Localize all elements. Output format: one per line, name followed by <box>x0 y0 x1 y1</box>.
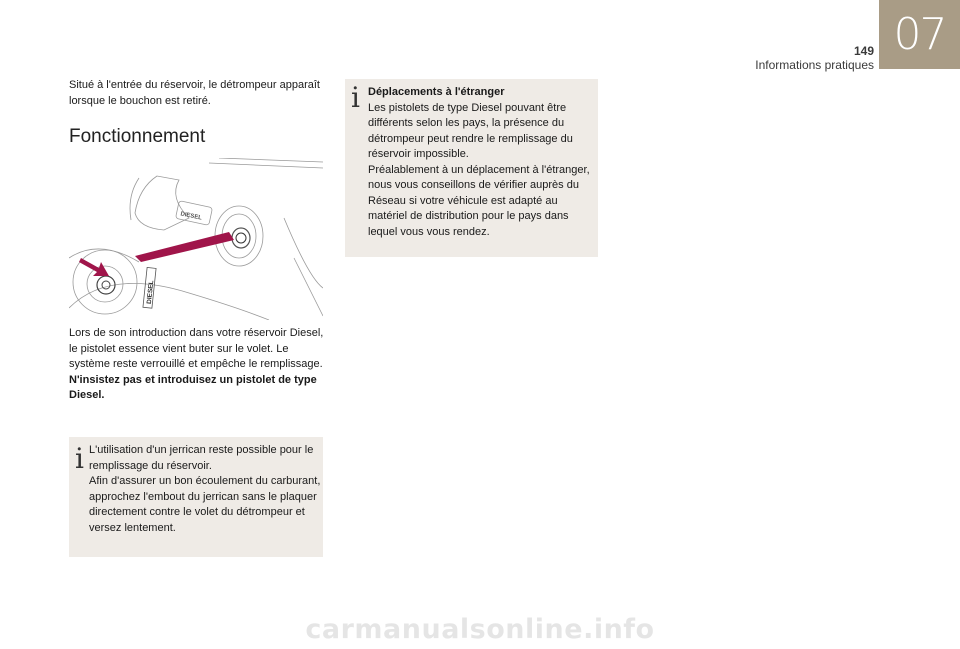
filler-neck <box>232 228 250 248</box>
panel-line <box>219 158 323 162</box>
page-number: 149 <box>853 44 874 58</box>
note-jerrican-line2: Afin d'assurer un bon écoulement du carburant, approchez l'embout du jerrican sans le plaquer directement contre le volet du détrompeur et versez lentement. <box>89 475 321 534</box>
info-icon: i <box>351 81 360 114</box>
intro-text: Situé à l'entrée du réservoir, le détrompeur apparaît lorsque le bouchon est retiré. <box>69 79 320 107</box>
chapter-tab: 07 <box>879 0 960 69</box>
note-jerrican-line1: L'utilisation d'un jerrican reste possible pour le remplissage du réservoir. <box>89 444 314 472</box>
panel-line <box>209 163 323 168</box>
note-abroad-line1: Les pistolets de type Diesel pouvant être différents selon les pays, la présence du détrompeur peut rendre le remplissage du réservoir impossible. <box>368 101 573 160</box>
tank-diesel-label: DIESEL <box>145 280 156 305</box>
misfuel-device <box>236 233 246 243</box>
watermark: carmanualsonline.info <box>305 614 655 645</box>
section-heading: Fonctionnement <box>69 126 206 147</box>
note-jerrican-text <box>89 443 321 536</box>
fuel-flap-edge <box>130 178 139 220</box>
info-icon: i <box>75 442 84 475</box>
note-abroad-line2: Préalablement à un déplacement à l'étranger, nous vous conseillons de vérifier auprès du Réseau si votre véhicule est adapté au matériel de distribution pour le pays dans lequel vous vous rendez. <box>368 163 590 238</box>
cap-diesel-label: DIESEL <box>179 211 203 222</box>
section-title: Informations pratiques <box>755 58 874 72</box>
fuel-flap <box>135 176 189 230</box>
note-jerrican <box>69 437 323 557</box>
body-paragraph: Lors de son introduction dans votre réservoir Diesel, le pistolet essence vient buter sur le volet. Le système reste verrouillé et empêche le remplissage. <box>69 327 324 370</box>
pointer-arrow-main <box>135 232 234 262</box>
panel-line <box>294 258 323 316</box>
tank-neck-core <box>102 281 110 289</box>
body-warning: N'insistez pas et introduisez un pistolet de type Diesel. <box>69 373 317 401</box>
panel-line <box>69 283 269 320</box>
note-abroad-title: Déplacements à l'étranger <box>368 86 505 98</box>
fuel-filler-illustration <box>69 158 323 320</box>
body-text <box>69 326 325 404</box>
note-abroad-text <box>368 85 596 240</box>
note-abroad <box>345 79 598 257</box>
pointer-arrow-detail <box>79 258 109 276</box>
